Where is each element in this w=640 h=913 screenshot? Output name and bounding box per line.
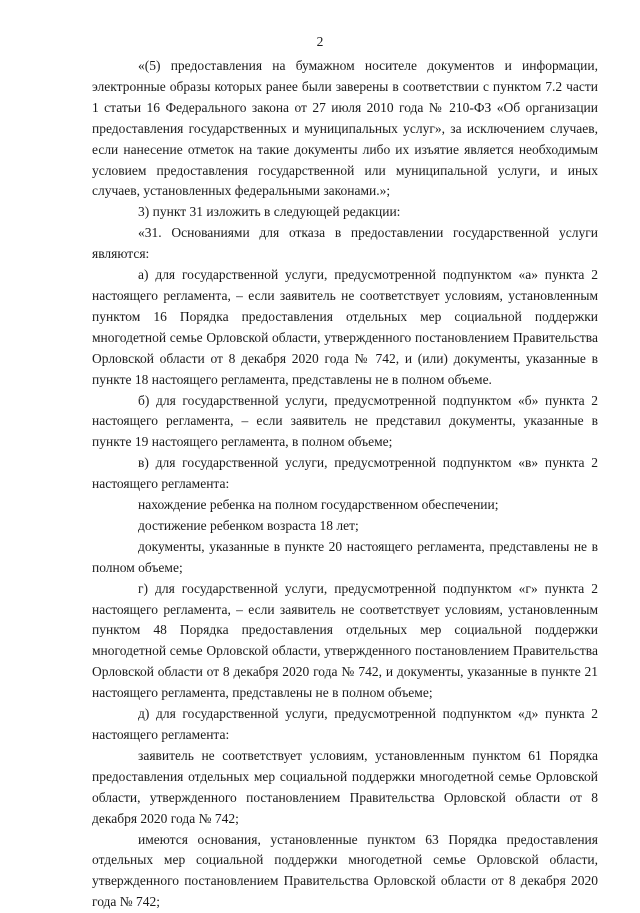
paragraph-subclause-v-ground-1: нахождение ребенка на полном государственном обеспечении;: [138, 497, 499, 513]
paragraph-subclause-d-ground-1: заявитель не соответствует условиям, установленным пунктом 61 Порядка предоставления отдельных мер социальной поддержки многодетной семье Орловской области, утвержденного постановлением Правительства Орловской области от 8 декабря 2020 года № 742;: [92, 747, 598, 826]
paragraph-subclause-v: в) для государственной услуги, предусмотренной подпунктом «в» пункта 2 настоящего регламента:: [92, 455, 598, 492]
paragraph-subclause-g: г) для государственной услуги, предусмотренной подпунктом «г» пункта 2 настоящего регламента, – если заявитель не соответствует условиям, установленным пунктом 48 Порядка предоставления отдельных мер социальной поддержки многодетной семье Орловской области, утвержденного постановлением Правительства Орловской области от 8 декабря 2020 года № 742, и документы, указанные в пункте 21 настоящего регламента, представлены не в полном объеме;: [92, 580, 598, 701]
paragraph-subclause-v-ground-2: достижение ребенком возраста 18 лет;: [138, 517, 359, 533]
paragraph-subclause-v-ground-3: документы, указанные в пункте 20 настоящего регламента, представлены не в полном объеме;: [92, 538, 598, 575]
paragraph-clause-31-intro: «31. Основаниями для отказа в предоставлении государственной услуги являются:: [92, 225, 598, 262]
document-body: [92, 56, 598, 913]
paragraph-item-5-continuation: «(5) предоставления на бумажном носителе документов и информации, электронные образы которых ранее были заверены в соответствии с пунктом 7.2 части 1 статьи 16 Федерального закона от 27 июля 2010 года № 210-ФЗ «Об организации предоставления государственных и муниципальных услуг», за исключением случаев, если нанесение отметок на такие документы либо их изъятие является необходимым условием предоставления государственной или муниципальной услуги, и иных случаев, установленных федеральными законами.»;: [92, 58, 598, 199]
paragraph-subclause-a: а) для государственной услуги, предусмотренной подпунктом «а» пункта 2 настоящего регламента, – если заявитель не соответствует условиям, установленным пунктом 16 Порядка предоставления отдельных мер социальной поддержки многодетной семье Орловской области, утвержденного постановлением Правительства Орловской области от 8 декабря 2020 года № 742, и (или) документы, указанные в пункте 18 настоящего регламента, представлены не в полном объеме.: [92, 267, 598, 387]
page-number: 2: [316, 34, 324, 49]
paragraph-item-3: 3) пункт 31 изложить в следующей редакции:: [138, 204, 401, 220]
paragraph-subclause-b: б) для государственной услуги, предусмотренной подпунктом «б» пункта 2 настоящего регламента, – если заявитель не представил документы, указанные в пункте 19 настоящего регламента, в полном объеме;: [92, 392, 598, 450]
paragraph-subclause-d: д) для государственной услуги, предусмотренной подпунктом «д» пункта 2 настоящего регламента:: [92, 706, 598, 742]
paragraph-subclause-d-ground-2: имеются основания, установленные пунктом 63 Порядка предоставления отдельных мер социальной поддержки многодетной семье Орловской области, утвержденного постановлением Правительства Орловской области от 8 декабря 2020 года № 742;: [92, 831, 598, 910]
